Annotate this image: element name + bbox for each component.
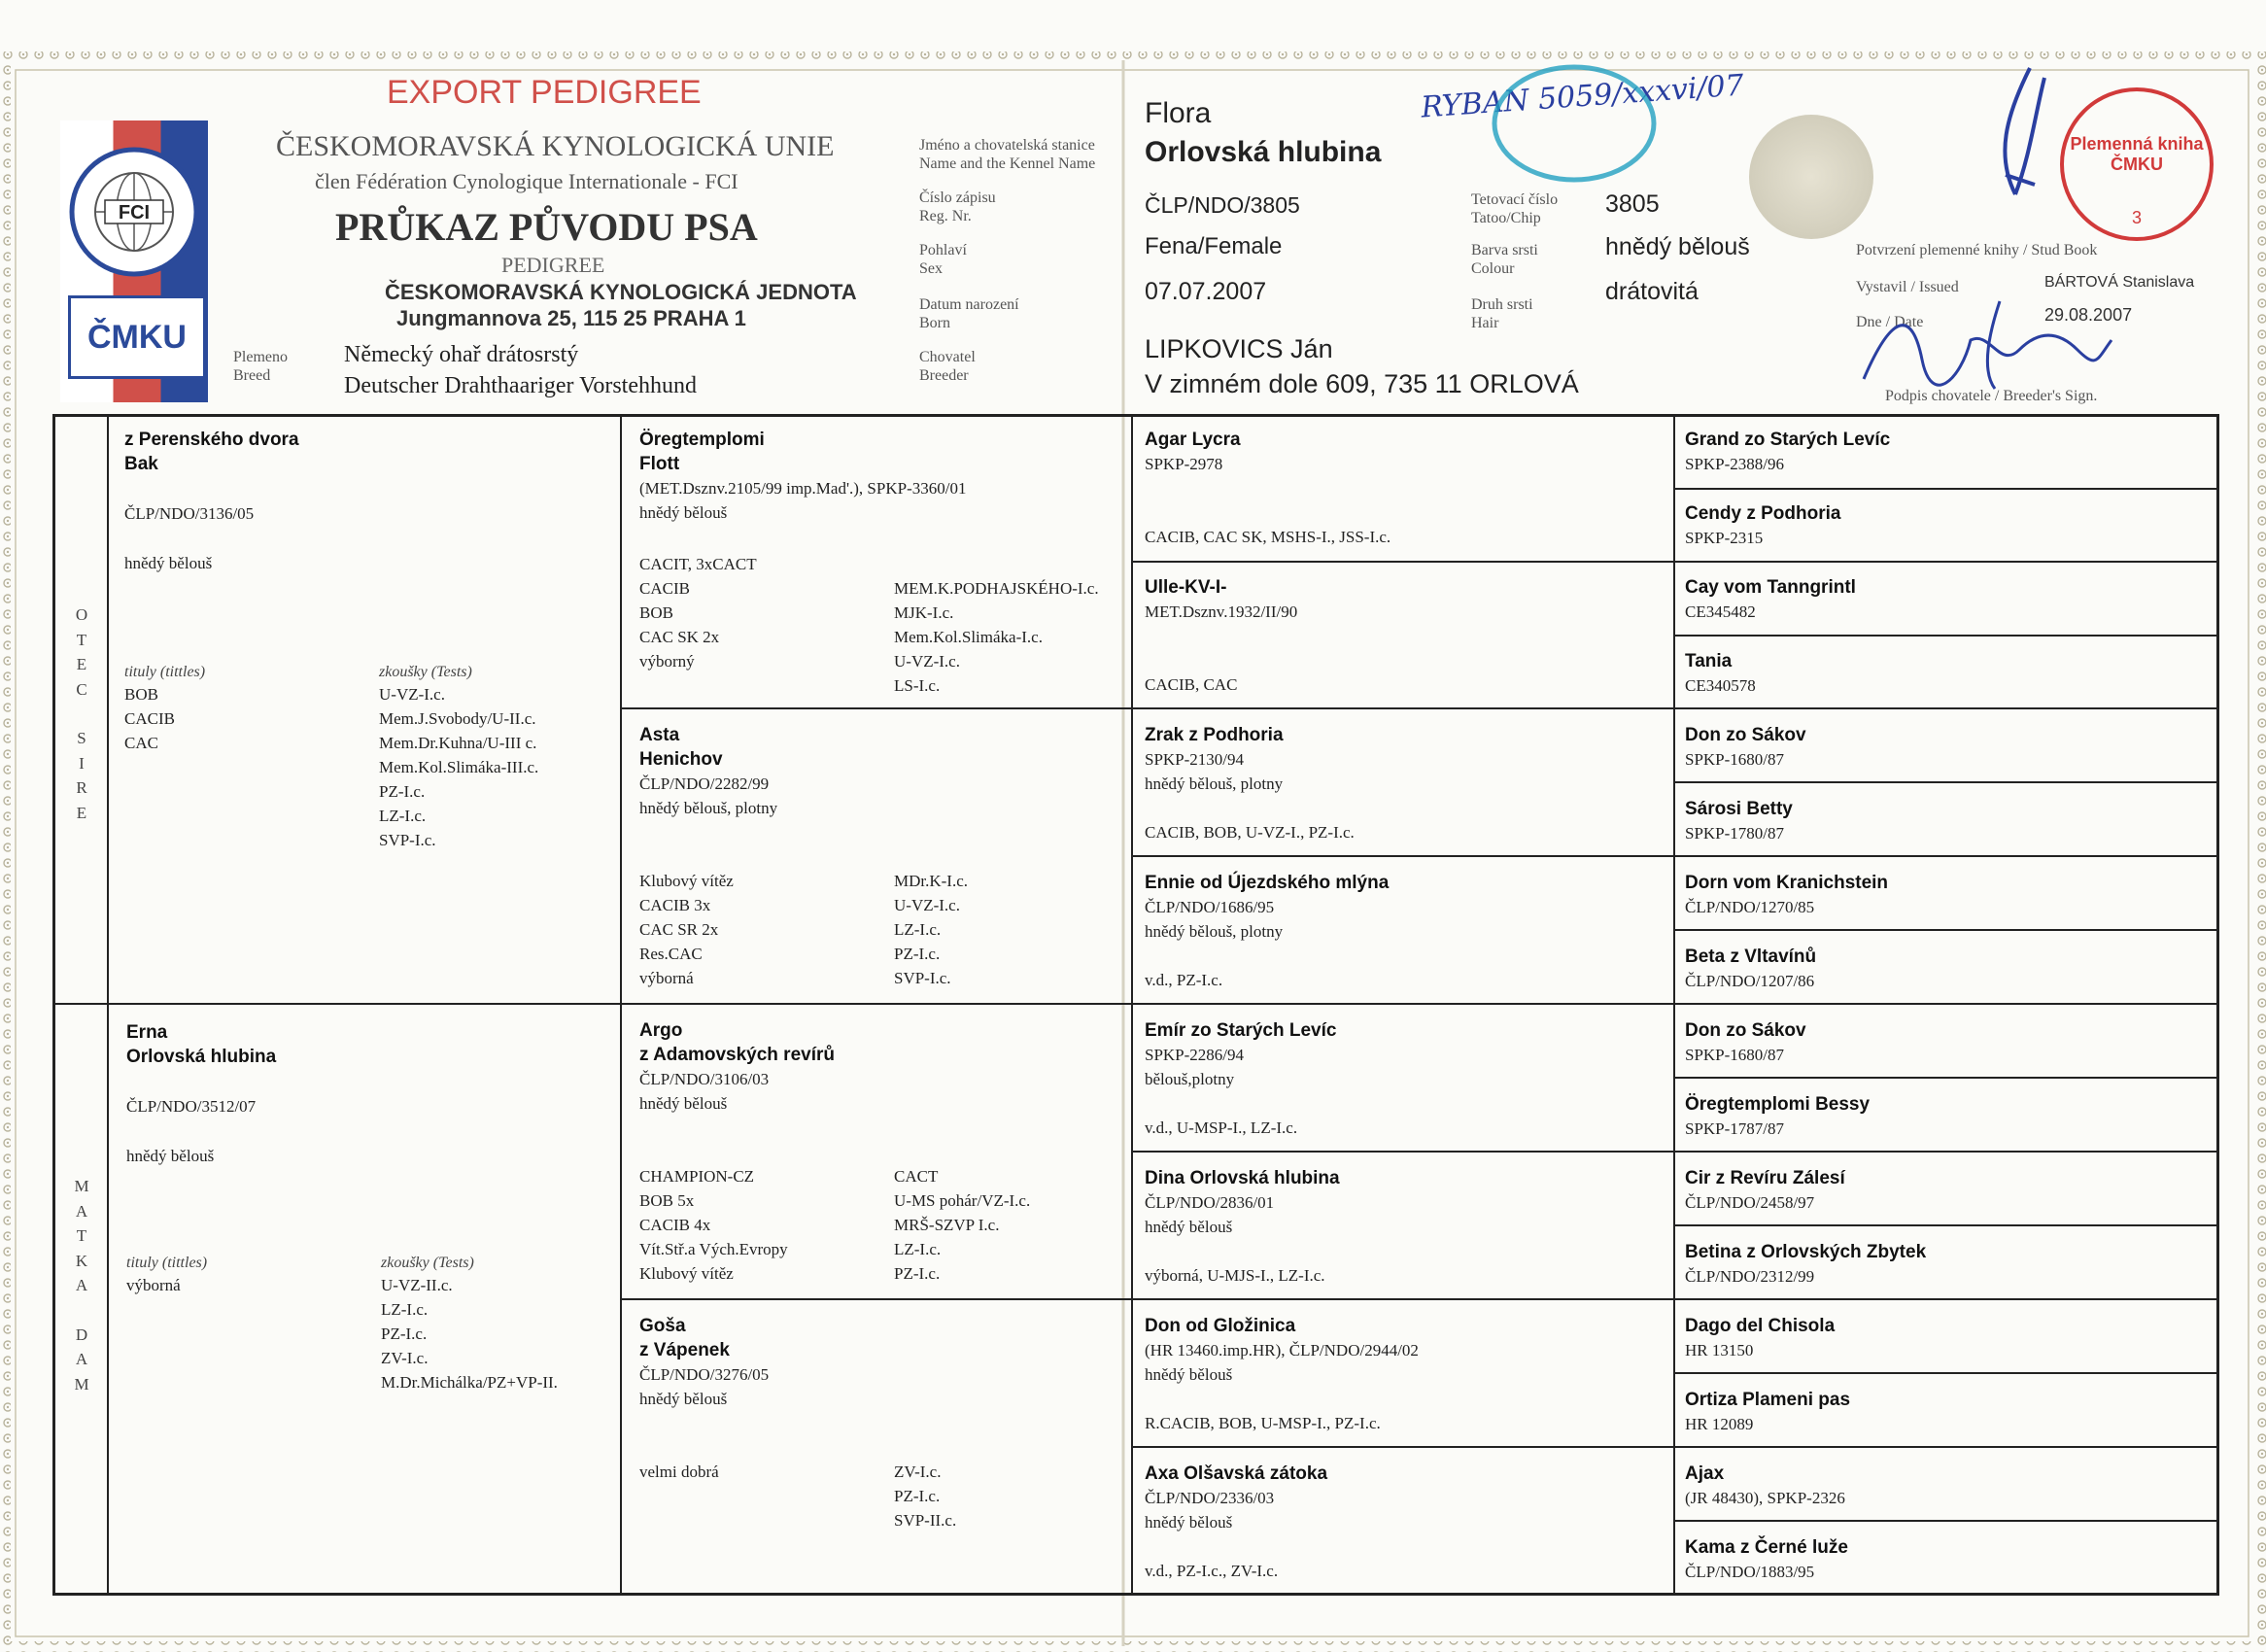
gen3-4-reg: ČLP/NDO/1686/95	[1145, 898, 1275, 916]
issued-label: Vystavil / Issued	[1856, 279, 1959, 295]
gen3-6-titles: výborná, U-MJS-I., LZ-I.c.	[1145, 1266, 1325, 1285]
dog-born: 07.07.2007	[1145, 278, 1267, 305]
gen4-cell-3: Cay vom Tanngrintl CE345482	[1685, 577, 1856, 621]
sire-titles: BOB CACIB CAC	[124, 685, 175, 752]
dog-name: Flora	[1145, 97, 1212, 129]
dam-titles: výborná	[126, 1276, 181, 1294]
gen2-3-titles: CHAMPION-CZ BOB 5x CACIB 4x Vít.Stř.a Vých.Evropy Klubový vítěz	[639, 1167, 788, 1283]
pedigree-table	[52, 414, 2219, 1596]
sire-tests-label: zkoušky (Tests)	[379, 664, 472, 680]
gen3-cell-5	[1145, 1018, 1669, 1151]
dog-kennel: Orlovská hlubina	[1145, 136, 1382, 168]
gen4-cell-15: Ajax (JR 48430), SPKP-2326	[1685, 1463, 1845, 1507]
gen4-cell-12: Betina z Orlovských Zbytek ČLP/NDO/2312/99	[1685, 1242, 1927, 1286]
gen3-5-titles: v.d., U-MSP-I., LZ-I.c.	[1145, 1119, 1298, 1137]
gen3-7-titles: R.CACIB, BOB, U-MSP-I., PZ-I.c.	[1145, 1414, 1381, 1432]
gen4-cell-14: Ortiza Plameni pas HR 12089	[1685, 1390, 1851, 1433]
dog-sex: Fena/Female	[1145, 233, 1283, 259]
gen3-5-colour: bělouš,plotny	[1145, 1070, 1235, 1088]
label-sex: Pohlaví Sex	[919, 242, 967, 277]
gen3-5-name: Emír zo Starých Levíc	[1145, 1020, 1337, 1041]
gen4-cell-7: Dorn vom Kranichstein ČLP/NDO/1270/85	[1685, 873, 1889, 916]
teal-stamp	[1487, 60, 1662, 187]
sire-name: z Perenského dvora	[124, 430, 299, 450]
label-breeder: Chovatel Breeder	[919, 349, 976, 384]
doc-subtitle: PEDIGREE	[501, 253, 605, 277]
gen2-4-colour: hnědý bělouš	[639, 1390, 728, 1408]
dam-titles-label: tituly (tittles)	[126, 1255, 208, 1271]
gen3-cell-4	[1145, 871, 1669, 1003]
gen3-2-name: Ulle-KV-I-	[1145, 577, 1227, 598]
label-tattoo: Tetovací číslo Tatoo/Chip	[1471, 191, 1559, 226]
gen2-3-reg: ČLP/NDO/3106/03	[639, 1070, 770, 1088]
gen2-2-reg: ČLP/NDO/2282/99	[639, 774, 770, 793]
gen3-6-reg: ČLP/NDO/2836/01	[1145, 1193, 1275, 1212]
dam-reg: ČLP/NDO/3512/07	[126, 1097, 257, 1116]
sire-tests: U-VZ-I.c. Mem.J.Svobody/U-II.c. Mem.Dr.Kuhna/U-III c. Mem.Kol.Slimáka-III.c. PZ-I.c. LZ-I.c. SVP-I.c.	[379, 685, 539, 849]
studbook-confirm-label: Potvrzení plemenné knihy / Stud Book	[1856, 242, 2098, 258]
gen4-cell-6: Sárosi Betty SPKP-1780/87	[1685, 799, 1793, 843]
issued-by: BÁRTOVÁ Stanislava	[2044, 274, 2195, 291]
dog-hair: drátovitá	[1605, 278, 1699, 305]
gen4-cell-8: Beta z Vltavínů ČLP/NDO/1207/86	[1685, 946, 1817, 990]
dam-name: Erna	[126, 1022, 168, 1043]
dog-colour: hnědý bělouš	[1605, 233, 1750, 260]
gen3-8-name: Axa Olšavská zátoka	[1145, 1463, 1328, 1484]
gen3-7-name: Don od Gložinica	[1145, 1316, 1296, 1336]
hologram-seal	[1749, 115, 1873, 239]
gen3-3-reg: SPKP-2130/94	[1145, 750, 1245, 769]
gen2-4-name2: z Vápenek	[639, 1340, 730, 1360]
gen3-4-titles: v.d., PZ-I.c.	[1145, 971, 1223, 989]
gen4-cell-16: Kama z Černé luže ČLP/NDO/1883/95	[1685, 1537, 1848, 1581]
gen2-1-tests: MEM.K.PODHAJSKÉHO-I.c. MJK-I.c. Mem.Kol.Slimáka-I.c. U-VZ-I.c. LS-I.c.	[894, 579, 1099, 695]
dam-name2: Orlovská hlubina	[126, 1047, 277, 1067]
gen2-cell-2	[639, 723, 1125, 1001]
breed-label: Plemeno Breed	[233, 349, 288, 384]
stamp-text: Plemenná kniha ČMKU	[2070, 134, 2204, 174]
gen2-1-colour: hnědý bělouš	[639, 503, 728, 522]
sire-side-label: O T E C S I R E	[75, 605, 88, 822]
gen3-5-reg: SPKP-2286/94	[1145, 1046, 1245, 1064]
studbook-signature	[1976, 58, 2064, 204]
gen3-2-titles: CACIB, CAC	[1145, 675, 1238, 694]
gen3-cell-7	[1145, 1314, 1669, 1446]
sire-colour: hnědý bělouš	[124, 554, 213, 572]
gen3-6-colour: hnědý bělouš	[1145, 1218, 1233, 1236]
gen3-3-titles: CACIB, BOB, U-VZ-I., PZ-I.c.	[1145, 823, 1355, 842]
label-born: Datum narození Born	[919, 296, 1019, 331]
breeder-name: LIPKOVICS Ján	[1145, 334, 1333, 363]
label-colour: Barva srsti Colour	[1471, 242, 1538, 277]
sire-reg: ČLP/NDO/3136/05	[124, 504, 255, 523]
sire-name2: Bak	[124, 454, 158, 474]
gen2-3-name: Argo	[639, 1020, 683, 1041]
gen3-8-reg: ČLP/NDO/2336/03	[1145, 1489, 1275, 1507]
gen2-1-name2: Flott	[639, 454, 680, 474]
stamp-number: 3	[2131, 208, 2142, 227]
gen3-8-titles: v.d., PZ-I.c., ZV-I.c.	[1145, 1562, 1279, 1580]
gen2-2-name: Asta	[639, 725, 680, 745]
gen3-4-colour: hnědý bělouš, plotny	[1145, 922, 1284, 941]
gen3-2-reg: MET.Dsznv.1932/II/90	[1145, 602, 1298, 621]
gen4-cell-11: Cir z Revíru Zálesí ČLP/NDO/2458/97	[1685, 1168, 1845, 1212]
gen2-2-titles: Klubový vítěz CACIB 3x CAC SR 2x Res.CAC výborná	[639, 872, 734, 987]
studbook-stamp	[2060, 87, 2214, 241]
gen4-cell-4: Tania CE340578	[1685, 651, 1756, 695]
date-label: Dne / Date	[1856, 314, 1924, 330]
gen3-7-reg: (HR 13460.imp.HR), ČLP/NDO/2944/02	[1145, 1341, 1419, 1359]
fci-abbr: FCI	[118, 202, 151, 224]
gen2-3-colour: hnědý bělouš	[639, 1094, 728, 1113]
gen2-2-tests: MDr.K-I.c. U-VZ-I.c. LZ-I.c. PZ-I.c. SVP-I.c.	[894, 872, 969, 987]
fci-logo-block	[60, 120, 208, 402]
gen2-4-titles: velmi dobrá	[639, 1463, 719, 1481]
gen2-cell-3	[639, 1018, 1125, 1296]
sire-cell	[124, 428, 610, 1001]
gen3-6-name: Dina Orlovská hlubina	[1145, 1168, 1340, 1188]
sire-titles-label: tituly (tittles)	[124, 664, 206, 680]
dam-tests-label: zkoušky (Tests)	[381, 1255, 474, 1271]
org-member: člen Fédération Cynologique Internationale - FCI	[315, 169, 738, 193]
gen3-cell-3	[1145, 723, 1669, 855]
gen2-cell-4	[639, 1314, 1125, 1592]
fci-globe-logo	[68, 146, 200, 278]
cmku-logo: ČMKU	[68, 295, 206, 379]
gen2-3-name2: z Adamovských revírů	[639, 1045, 835, 1065]
gen4-cell-9: Don zo Sákov SPKP-1680/87	[1685, 1020, 1806, 1064]
label-name: Jméno a chovatelská stanice Name and the Kennel Name	[919, 137, 1096, 172]
gen3-1-reg: SPKP-2978	[1145, 455, 1223, 473]
gen2-1-titles: CACIT, 3xCACT CACIB BOB CAC SK 2x výborný	[639, 555, 757, 671]
gen3-1-titles: CACIB, CAC SK, MSHS-I., JSS-I.c.	[1145, 528, 1391, 546]
export-pedigree-title: EXPORT PEDIGREE	[387, 74, 702, 111]
gen3-cell-8	[1145, 1462, 1669, 1594]
gen2-cell-1	[639, 428, 1125, 706]
club-address: Jungmannova 25, 115 25 PRAHA 1	[396, 306, 746, 330]
gen2-2-name2: Henichov	[639, 749, 723, 770]
breeder-address: V zimném dole 609, 735 11 ORLOVÁ	[1145, 369, 1579, 398]
issue-date: 29.08.2007	[2044, 305, 2133, 325]
club-name: ČESKOMORAVSKÁ KYNOLOGICKÁ JEDNOTA	[385, 280, 857, 304]
dam-tests: U-VZ-II.c. LZ-I.c. PZ-I.c. ZV-I.c. M.Dr.Michálka/PZ+VP-II.	[381, 1276, 558, 1392]
dam-cell	[126, 1020, 612, 1584]
breeder-signature	[1854, 292, 2116, 398]
breed-de: Deutscher Drahthaariger Vorstehhund	[344, 373, 697, 398]
gen2-4-name: Goša	[639, 1316, 686, 1336]
gen4-cell-13: Dago del Chisola HR 13150	[1685, 1316, 1836, 1359]
gen3-3-colour: hnědý bělouš, plotny	[1145, 774, 1284, 793]
gen3-3-name: Zrak z Podhoria	[1145, 725, 1284, 745]
gen3-cell-2	[1145, 575, 1669, 707]
label-hair: Druh srsti Hair	[1471, 296, 1533, 331]
gen4-cell-10: Öregtemplomi Bessy SPKP-1787/87	[1685, 1094, 1871, 1138]
gen3-cell-1	[1145, 428, 1669, 560]
gen4-cell-1: Grand zo Starých Levíc SPKP-2388/96	[1685, 430, 1891, 473]
org-name: ČESKOMORAVSKÁ KYNOLOGICKÁ UNIE	[276, 130, 835, 162]
label-reg: Číslo zápisu Reg. Nr.	[919, 189, 996, 224]
gen3-7-colour: hnědý bělouš	[1145, 1365, 1233, 1384]
gen2-3-tests: CACT U-MS pohár/VZ-I.c. MRŠ-SZVP I.c. LZ-I.c. PZ-I.c.	[894, 1167, 1031, 1283]
gen2-1-name: Öregtemplomi	[639, 430, 765, 450]
dog-reg-nr: ČLP/NDO/3805	[1145, 192, 1300, 218]
gen2-2-colour: hnědý bělouš, plotny	[639, 799, 778, 817]
gen4-cell-2: Cendy z Podhoria SPKP-2315	[1685, 503, 1841, 547]
dog-tattoo: 3805	[1605, 190, 1660, 218]
gen2-4-reg: ČLP/NDO/3276/05	[639, 1365, 770, 1384]
dam-side-label: M A T K A D A M	[74, 1177, 89, 1394]
gen3-1-name: Agar Lycra	[1145, 430, 1241, 450]
gen4-cell-5: Don zo Sákov SPKP-1680/87	[1685, 725, 1806, 769]
breed-cz: Německý ohař drátosrstý	[344, 342, 579, 367]
gen2-4-tests: ZV-I.c. PZ-I.c. SVP-II.c.	[894, 1463, 957, 1530]
handwritten-note: RYBAN 5059/xxxvi/07	[1420, 68, 1745, 125]
gen3-8-colour: hnědý bělouš	[1145, 1513, 1233, 1532]
dam-colour: hnědý bělouš	[126, 1147, 215, 1165]
gen3-cell-6	[1145, 1166, 1669, 1298]
doc-title: PRŮKAZ PŮVODU PSA	[335, 205, 758, 249]
gen2-1-reg: (MET.Dsznv.2105/99 imp.Mad'.), SPKP-3360/01	[639, 479, 967, 498]
breeder-sign-label: Podpis chovatele / Breeder's Sign.	[1885, 388, 2098, 404]
gen3-4-name: Ennie od Újezdského mlýna	[1145, 873, 1390, 893]
